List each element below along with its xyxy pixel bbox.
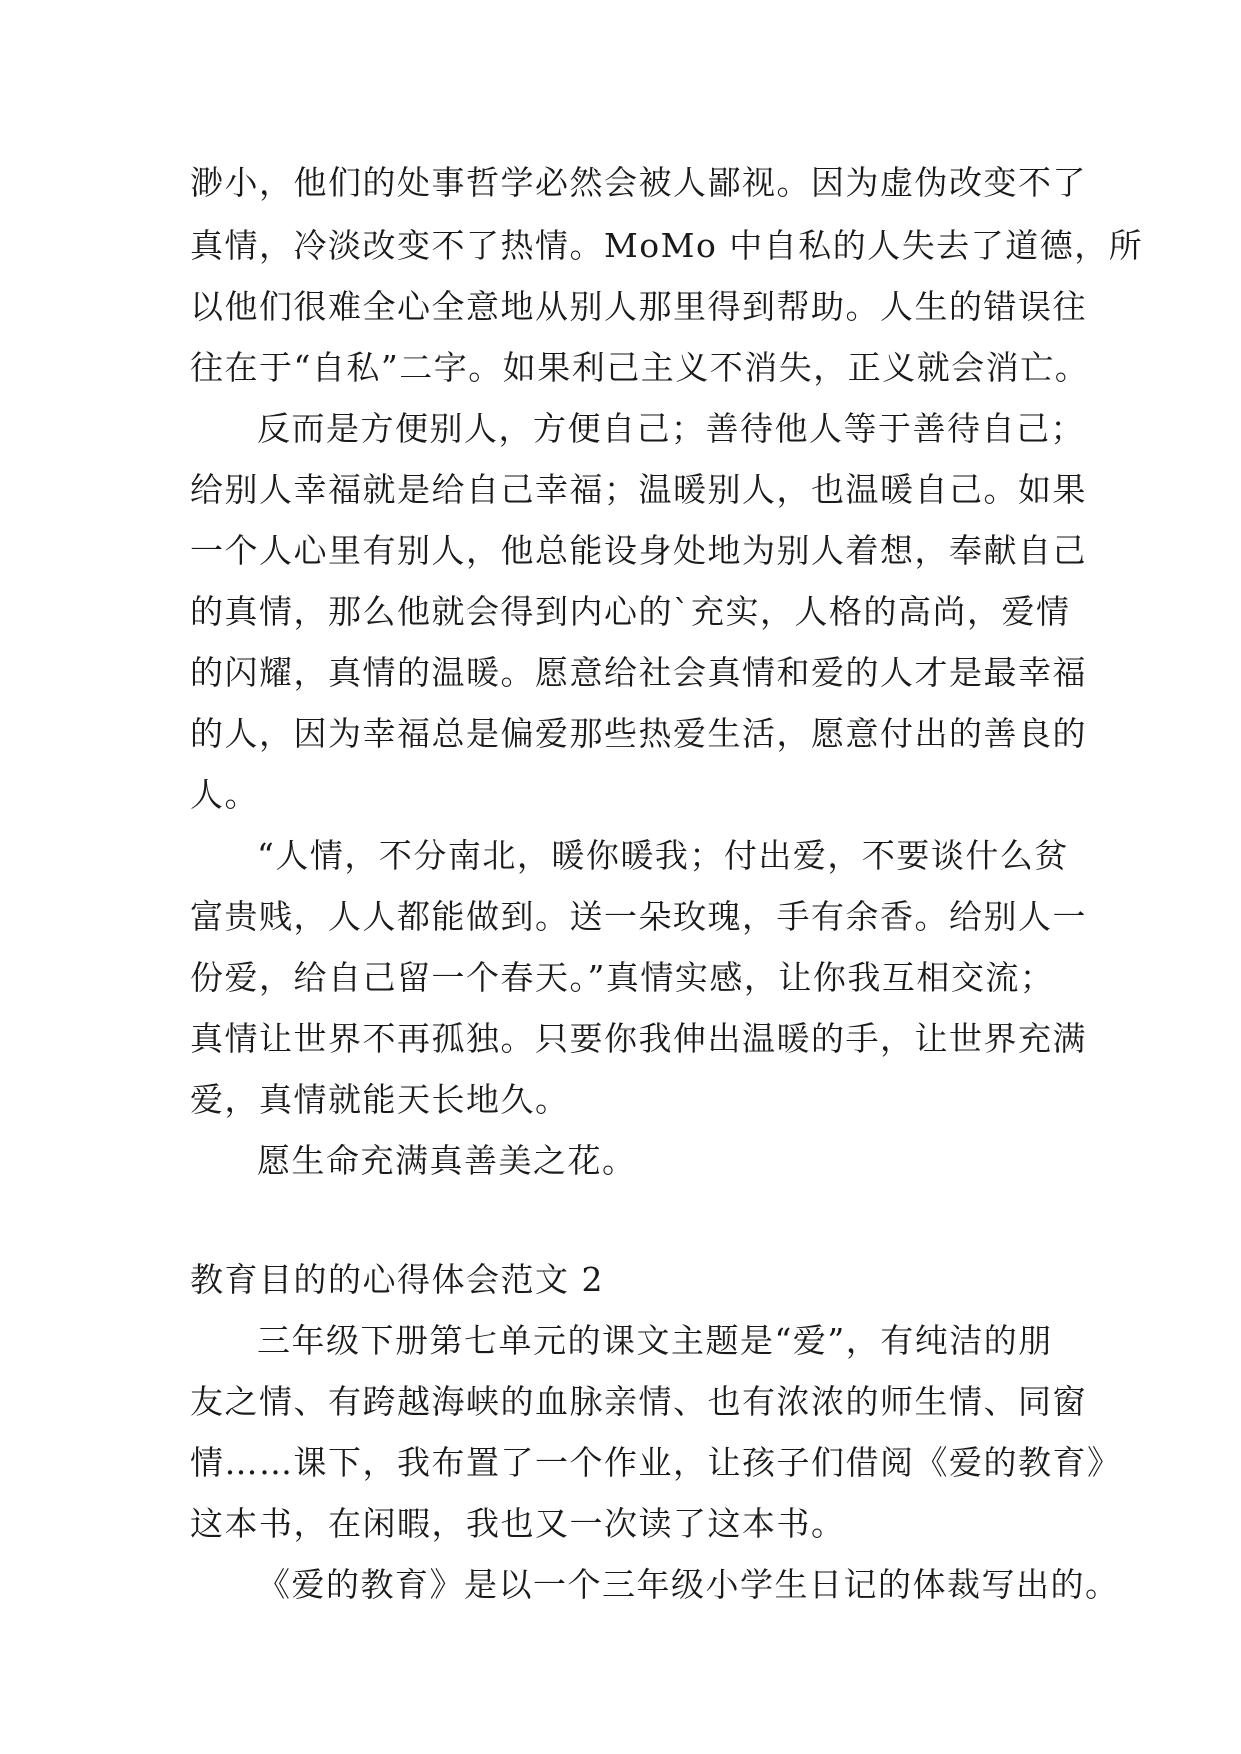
text-line: 友之情、有跨越海峡的血脉亲情、也有浓浓的师生情、同窗 [190, 1382, 1087, 1421]
paragraph-first-line: 反而是方便别人，方便自己；善待他人等于善待自己； [257, 409, 1085, 448]
text-line: 的闪耀，真情的温暖。愿意给社会真情和爱的人才是最幸福 [190, 653, 1087, 692]
paragraph-first-line: 三年级下册第七单元的课文主题是“爱”，有纯洁的朋 [257, 1321, 1053, 1360]
paragraph-first-line: 愿生命充满真善美之花。 [257, 1141, 637, 1180]
text-line: 真情让世界不再孤独。只要你我伸出温暖的手，让世界充满 [190, 1019, 1087, 1058]
text-line: 富贵贱，人人都能做到。送一朵玫瑰，手有余香。给别人一 [190, 897, 1087, 936]
text-line: 往在于“自私”二字。如果利己主义不消失，正义就会消亡。 [190, 348, 1090, 387]
text-line: 情……课下，我布置了一个作业，让孩子们借阅《爱的教育》 [190, 1443, 1122, 1482]
text-line: 给别人幸福就是给自己幸福；温暖别人，也温暖自己。如果 [190, 470, 1087, 509]
section-heading: 教育目的的心得体会范文 2 [190, 1260, 604, 1299]
text-line: 份爱，给自己留一个春天。”真情实感，让你我互相交流； [190, 958, 1055, 997]
text-line: 这本书，在闲暇，我也又一次读了这本书。 [190, 1504, 846, 1543]
text-line: 的真情，那么他就会得到内心的`充实，人格的高尚，爱情 [190, 592, 1071, 631]
paragraph-first-line: 《爱的教育》是以一个三年级小学生日记的体裁写出的。 [257, 1565, 1120, 1604]
text-line: 以他们很难全心全意地从别人那里得到帮助。人生的错误往 [190, 287, 1087, 326]
text-line: 爱，真情就能天长地久。 [190, 1080, 570, 1119]
paragraph-first-line: “人情，不分南北，暖你暖我；付出爱，不要谈什么贫 [257, 836, 1069, 875]
text-line: 渺小，他们的处事哲学必然会被人鄙视。因为虚伪改变不了 [190, 163, 1087, 202]
text-line: 真情，冷淡改变不了热情。MoMo 中自私的人失去了道德，所 [190, 226, 1144, 265]
text-line: 一个人心里有别人，他总能设身处地为别人着想，奉献自己 [190, 531, 1087, 570]
text-line: 的人，因为幸福总是偏爱那些热爱生活，愿意付出的善良的 [190, 714, 1087, 753]
text-line: 人。 [190, 775, 259, 814]
